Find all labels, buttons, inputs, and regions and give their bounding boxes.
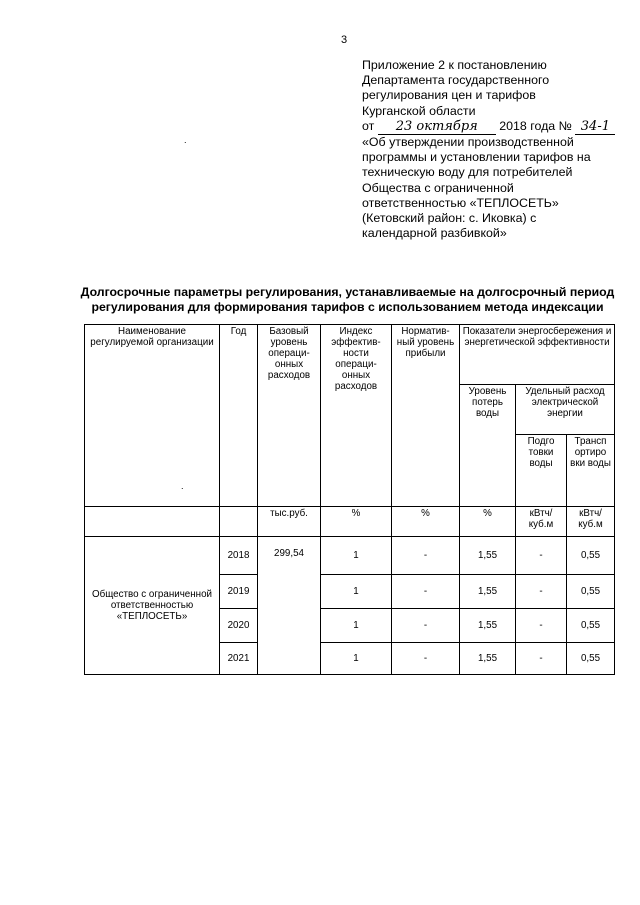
- transport-cell: 0,55: [567, 575, 615, 609]
- year-cell: 2019: [220, 575, 258, 609]
- handwritten-date: 23 октября: [378, 119, 496, 135]
- norm-cell: -: [392, 575, 460, 609]
- appendix-line: Курганской области: [362, 103, 476, 118]
- appendix-line: «Об утверждении производственной: [362, 135, 574, 150]
- handwritten-number: 34-1: [575, 119, 615, 135]
- unit-base: тыс.руб.: [258, 507, 321, 537]
- transport-cell: 0,55: [567, 609, 615, 643]
- header-org: Наименование регулируемой организации: [85, 325, 220, 507]
- appendix-line: техническую воду для потребителей: [362, 165, 573, 180]
- loss-cell: 1,55: [460, 609, 516, 643]
- header-index: Индекс эффектив-ности операци-онных расходов: [321, 325, 392, 507]
- appendix-line: программы и установлении тарифов на: [362, 150, 591, 165]
- appendix-line: регулирования цен и тарифов: [362, 88, 536, 103]
- prep-cell: -: [516, 537, 567, 575]
- unit-transport: кВтч/ куб.м: [567, 507, 615, 537]
- appendix-line: Приложение 2 к постановлению: [362, 58, 547, 72]
- appendix-line: Общества с ограниченной: [362, 180, 514, 195]
- appendix-line: (Кетовский район: с. Иковка) с: [362, 211, 537, 226]
- base-value-cell: 299,54: [258, 537, 321, 675]
- year-cell: 2021: [220, 643, 258, 675]
- title-line: регулирования для формирования тарифов с использованием метода индексации: [91, 299, 604, 314]
- index-cell: 1: [321, 575, 392, 609]
- appendix-line: календарной разбивкой»: [362, 226, 507, 241]
- document-title: [70, 285, 625, 314]
- header-year: Год: [220, 325, 258, 507]
- appendix-block: [362, 58, 624, 241]
- page-number: 3: [341, 34, 348, 46]
- unit-prep: кВтч/ куб.м: [516, 507, 567, 537]
- norm-cell: -: [392, 643, 460, 675]
- year-cell: 2018: [220, 537, 258, 575]
- prep-cell: -: [516, 643, 567, 675]
- year-text: 2018 года №: [499, 118, 572, 133]
- header-loss: Уровень потерь воды: [460, 385, 516, 507]
- scan-mark: .: [181, 481, 184, 491]
- norm-cell: -: [392, 537, 460, 575]
- index-cell: 1: [321, 643, 392, 675]
- table-row: [85, 537, 615, 575]
- appendix-line: ответственностью «ТЕПЛОСЕТЬ»: [362, 195, 559, 210]
- parameters-table: [84, 324, 615, 675]
- norm-cell: -: [392, 609, 460, 643]
- header-transport: Трансп ортиро вки воды: [567, 435, 615, 507]
- header-norm: Норматив-ный уровень прибыли: [392, 325, 460, 507]
- loss-cell: 1,55: [460, 537, 516, 575]
- prep-cell: -: [516, 575, 567, 609]
- loss-cell: 1,55: [460, 575, 516, 609]
- header-base: Базовый уровень операци-онных расходов: [258, 325, 321, 507]
- index-cell: 1: [321, 537, 392, 575]
- org-name-cell: Общество с ограниченной ответственностью «ТЕПЛОСЕТЬ»: [85, 537, 220, 675]
- appendix-line: Департамента государственного: [362, 73, 550, 88]
- header-specific: Удельный расход электрической энергии: [516, 385, 615, 435]
- unit-org: [85, 507, 220, 537]
- header-energy: Показатели энергосбережения и энергетической эффективности: [460, 325, 615, 385]
- header-prep: Подго товки воды: [516, 435, 567, 507]
- transport-cell: 0,55: [567, 537, 615, 575]
- appendix-date-line: [362, 119, 624, 135]
- loss-cell: 1,55: [460, 643, 516, 675]
- unit-norm: %: [392, 507, 460, 537]
- scan-mark: .: [184, 135, 187, 145]
- year-cell: 2020: [220, 609, 258, 643]
- unit-year: [220, 507, 258, 537]
- unit-index: %: [321, 507, 392, 537]
- prep-cell: -: [516, 609, 567, 643]
- index-cell: 1: [321, 609, 392, 643]
- unit-loss: %: [460, 507, 516, 537]
- title-line: Долгосрочные параметры регулирования, устанавливаемые на долгосрочный период: [80, 285, 615, 299]
- transport-cell: 0,55: [567, 643, 615, 675]
- date-prefix: от: [362, 118, 375, 133]
